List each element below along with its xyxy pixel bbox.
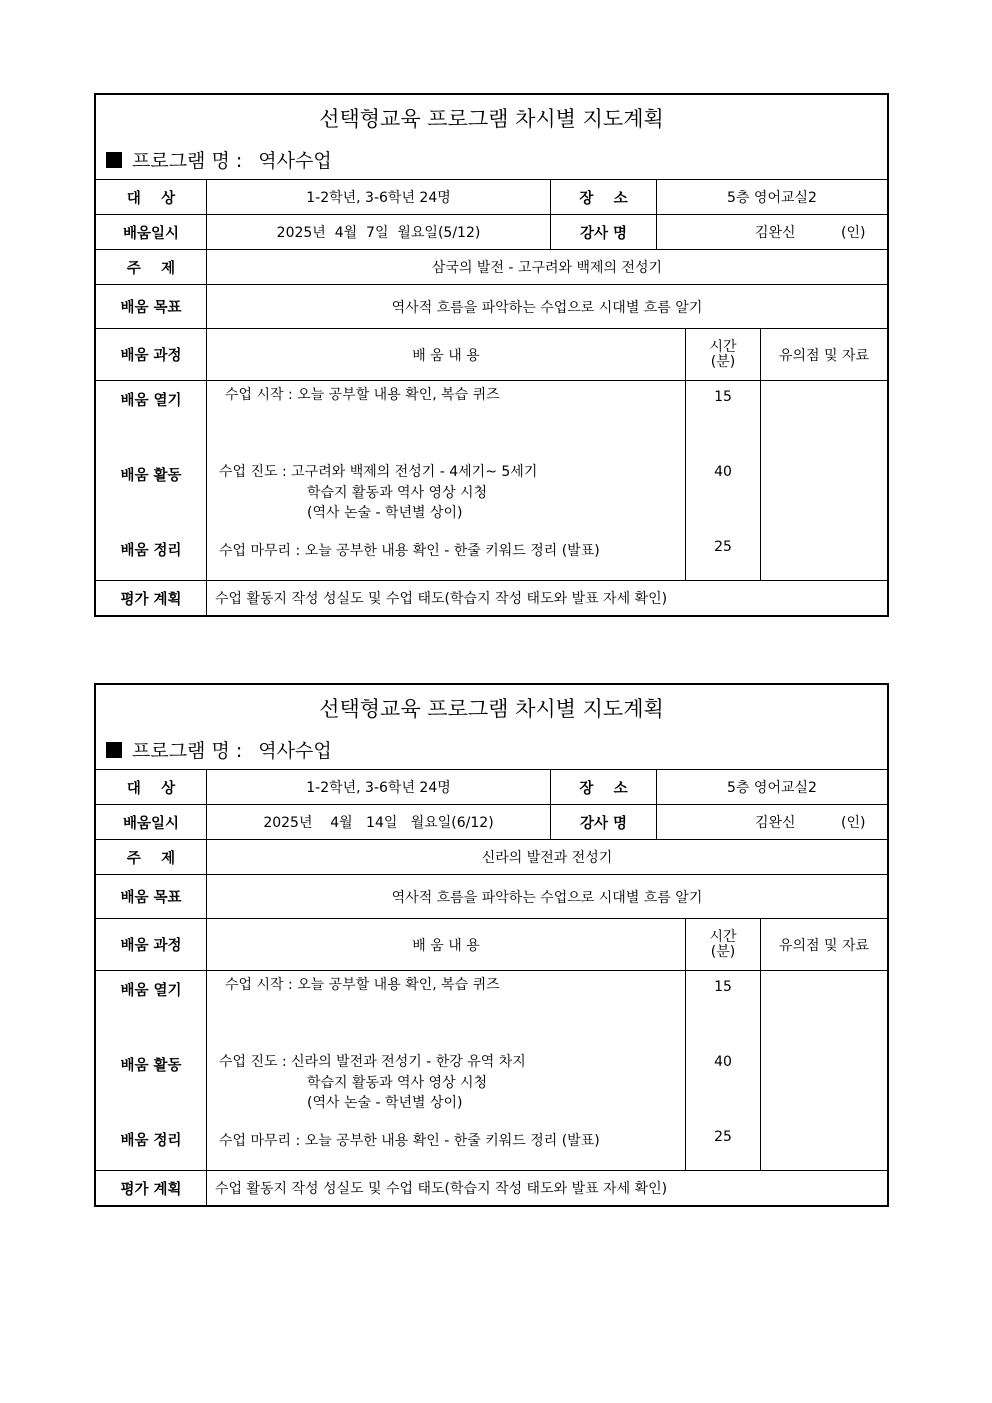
date-label: 배움일시 <box>96 215 207 249</box>
notes-label: 유의점 및 자료 <box>778 937 870 954</box>
process-content <box>207 971 686 1170</box>
eval-label: 평가 계획 <box>96 581 207 615</box>
time-activity: 40 <box>714 1054 732 1070</box>
content-label: 배 움 내 용 <box>207 329 686 380</box>
square-bullet-icon <box>106 742 122 758</box>
process-times <box>686 381 761 580</box>
row-process-header <box>96 919 887 971</box>
content-activity-1: 수업 진도 : 고구려와 백제의 전성기 - 4세기~ 5세기 <box>219 464 538 480</box>
place-label: 장 소 <box>551 770 657 804</box>
eval-value: 수업 활동지 작성 성실도 및 수업 태도(학습지 작성 태도와 발표 자세 확인) <box>215 1181 668 1197</box>
program-name-line <box>106 736 332 763</box>
step-activity: 배움 활동 <box>120 468 182 484</box>
program-label: 프로그램 명 : <box>132 740 243 762</box>
row-date <box>96 215 887 250</box>
instructor-label: 강사 명 <box>551 215 657 249</box>
plan-header <box>96 685 887 770</box>
square-bullet-icon <box>106 152 122 168</box>
time-open: 15 <box>714 979 732 995</box>
process-steps <box>96 971 207 1170</box>
row-eval <box>96 1171 887 1205</box>
date-label: 배움일시 <box>96 805 207 839</box>
instructor-value <box>657 805 887 839</box>
row-theme <box>96 250 887 285</box>
target-label: 대 상 <box>96 770 207 804</box>
process-notes <box>761 381 887 580</box>
eval-value: 수업 활동지 작성 성실도 및 수업 태도(학습지 작성 태도와 발표 자세 확인) <box>215 591 668 607</box>
content-close: 수업 마무리 : 오늘 공부한 내용 확인 - 한줄 키워드 정리 (발표) <box>219 543 600 559</box>
notes-label: 유의점 및 자료 <box>778 347 870 364</box>
seal-mark: (인) <box>841 225 866 241</box>
process-times <box>686 971 761 1170</box>
time-activity: 40 <box>714 464 732 480</box>
content-close: 수업 마무리 : 오늘 공부한 내용 확인 - 한줄 키워드 정리 (발표) <box>219 1133 600 1149</box>
instructor-name: 김완신 <box>755 225 796 241</box>
content-open: 수업 시작 : 오늘 공부할 내용 확인, 복습 퀴즈 <box>225 977 500 993</box>
time-label: 시간 (분) <box>686 919 761 970</box>
row-process <box>96 381 887 581</box>
plan-title: 선택형교육 프로그램 차시별 지도계획 <box>319 697 664 721</box>
step-activity: 배움 활동 <box>120 1058 182 1074</box>
content-activity-3: (역사 논술 - 학년별 상이) <box>307 505 463 521</box>
goal-label: 배움 목표 <box>96 875 207 918</box>
plan-header <box>96 95 887 180</box>
process-label: 배움 과정 <box>96 919 207 970</box>
plan-title: 선택형교육 프로그램 차시별 지도계획 <box>319 107 664 131</box>
step-open: 배움 열기 <box>120 983 182 999</box>
row-target <box>96 770 887 805</box>
content-activity-3: (역사 논술 - 학년별 상이) <box>307 1095 463 1111</box>
instructor-name: 김완신 <box>755 815 796 831</box>
row-theme <box>96 840 887 875</box>
row-target <box>96 180 887 215</box>
time-close: 25 <box>714 539 732 555</box>
row-goal <box>96 875 887 919</box>
program-name: 역사수업 <box>258 150 332 172</box>
place-value: 5층 영어교실2 <box>727 780 817 796</box>
seal-mark: (인) <box>841 815 866 831</box>
time-close: 25 <box>714 1129 732 1145</box>
step-close: 배움 정리 <box>120 1133 182 1149</box>
program-label: 프로그램 명 : <box>132 150 243 172</box>
process-label: 배움 과정 <box>96 329 207 380</box>
goal-value: 역사적 흐름을 파악하는 수업으로 시대별 흐름 알기 <box>391 889 703 906</box>
row-process-header <box>96 329 887 381</box>
instructor-label: 강사 명 <box>551 805 657 839</box>
content-open: 수업 시작 : 오늘 공부할 내용 확인, 복습 퀴즈 <box>225 387 500 403</box>
date-value: 2025년 4월 7일 월요일(5/12) <box>207 215 551 249</box>
date-value: 2025년 4월 14일 월요일(6/12) <box>207 805 551 839</box>
lesson-plan-1 <box>94 93 889 617</box>
goal-label: 배움 목표 <box>96 285 207 328</box>
eval-label: 평가 계획 <box>96 1171 207 1205</box>
step-open: 배움 열기 <box>120 393 182 409</box>
row-date <box>96 805 887 840</box>
instructor-value <box>657 215 887 249</box>
theme-value: 삼국의 발전 - 고구려와 백제의 전성기 <box>431 260 663 276</box>
lesson-plan-2 <box>94 683 889 1207</box>
content-activity-2: 학습지 활동과 역사 영상 시청 <box>307 1075 488 1091</box>
theme-value: 신라의 발전과 전성기 <box>481 850 613 866</box>
target-value: 1-2학년, 3-6학년 24명 <box>207 180 551 214</box>
program-name-line <box>106 146 332 173</box>
row-process <box>96 971 887 1171</box>
process-notes <box>761 971 887 1170</box>
program-name: 역사수업 <box>258 740 332 762</box>
process-content <box>207 381 686 580</box>
content-activity-1: 수업 진도 : 신라의 발전과 전성기 - 한강 유역 차지 <box>219 1054 526 1070</box>
content-label: 배 움 내 용 <box>207 919 686 970</box>
time-label: 시간 (분) <box>686 329 761 380</box>
theme-label: 주 제 <box>96 250 207 284</box>
step-close: 배움 정리 <box>120 543 182 559</box>
target-label: 대 상 <box>96 180 207 214</box>
target-value: 1-2학년, 3-6학년 24명 <box>207 770 551 804</box>
place-label: 장 소 <box>551 180 657 214</box>
process-steps <box>96 381 207 580</box>
row-goal <box>96 285 887 329</box>
time-open: 15 <box>714 389 732 405</box>
place-value: 5층 영어교실2 <box>727 190 817 206</box>
goal-value: 역사적 흐름을 파악하는 수업으로 시대별 흐름 알기 <box>391 299 703 316</box>
theme-label: 주 제 <box>96 840 207 874</box>
row-eval <box>96 581 887 615</box>
content-activity-2: 학습지 활동과 역사 영상 시청 <box>307 485 488 501</box>
